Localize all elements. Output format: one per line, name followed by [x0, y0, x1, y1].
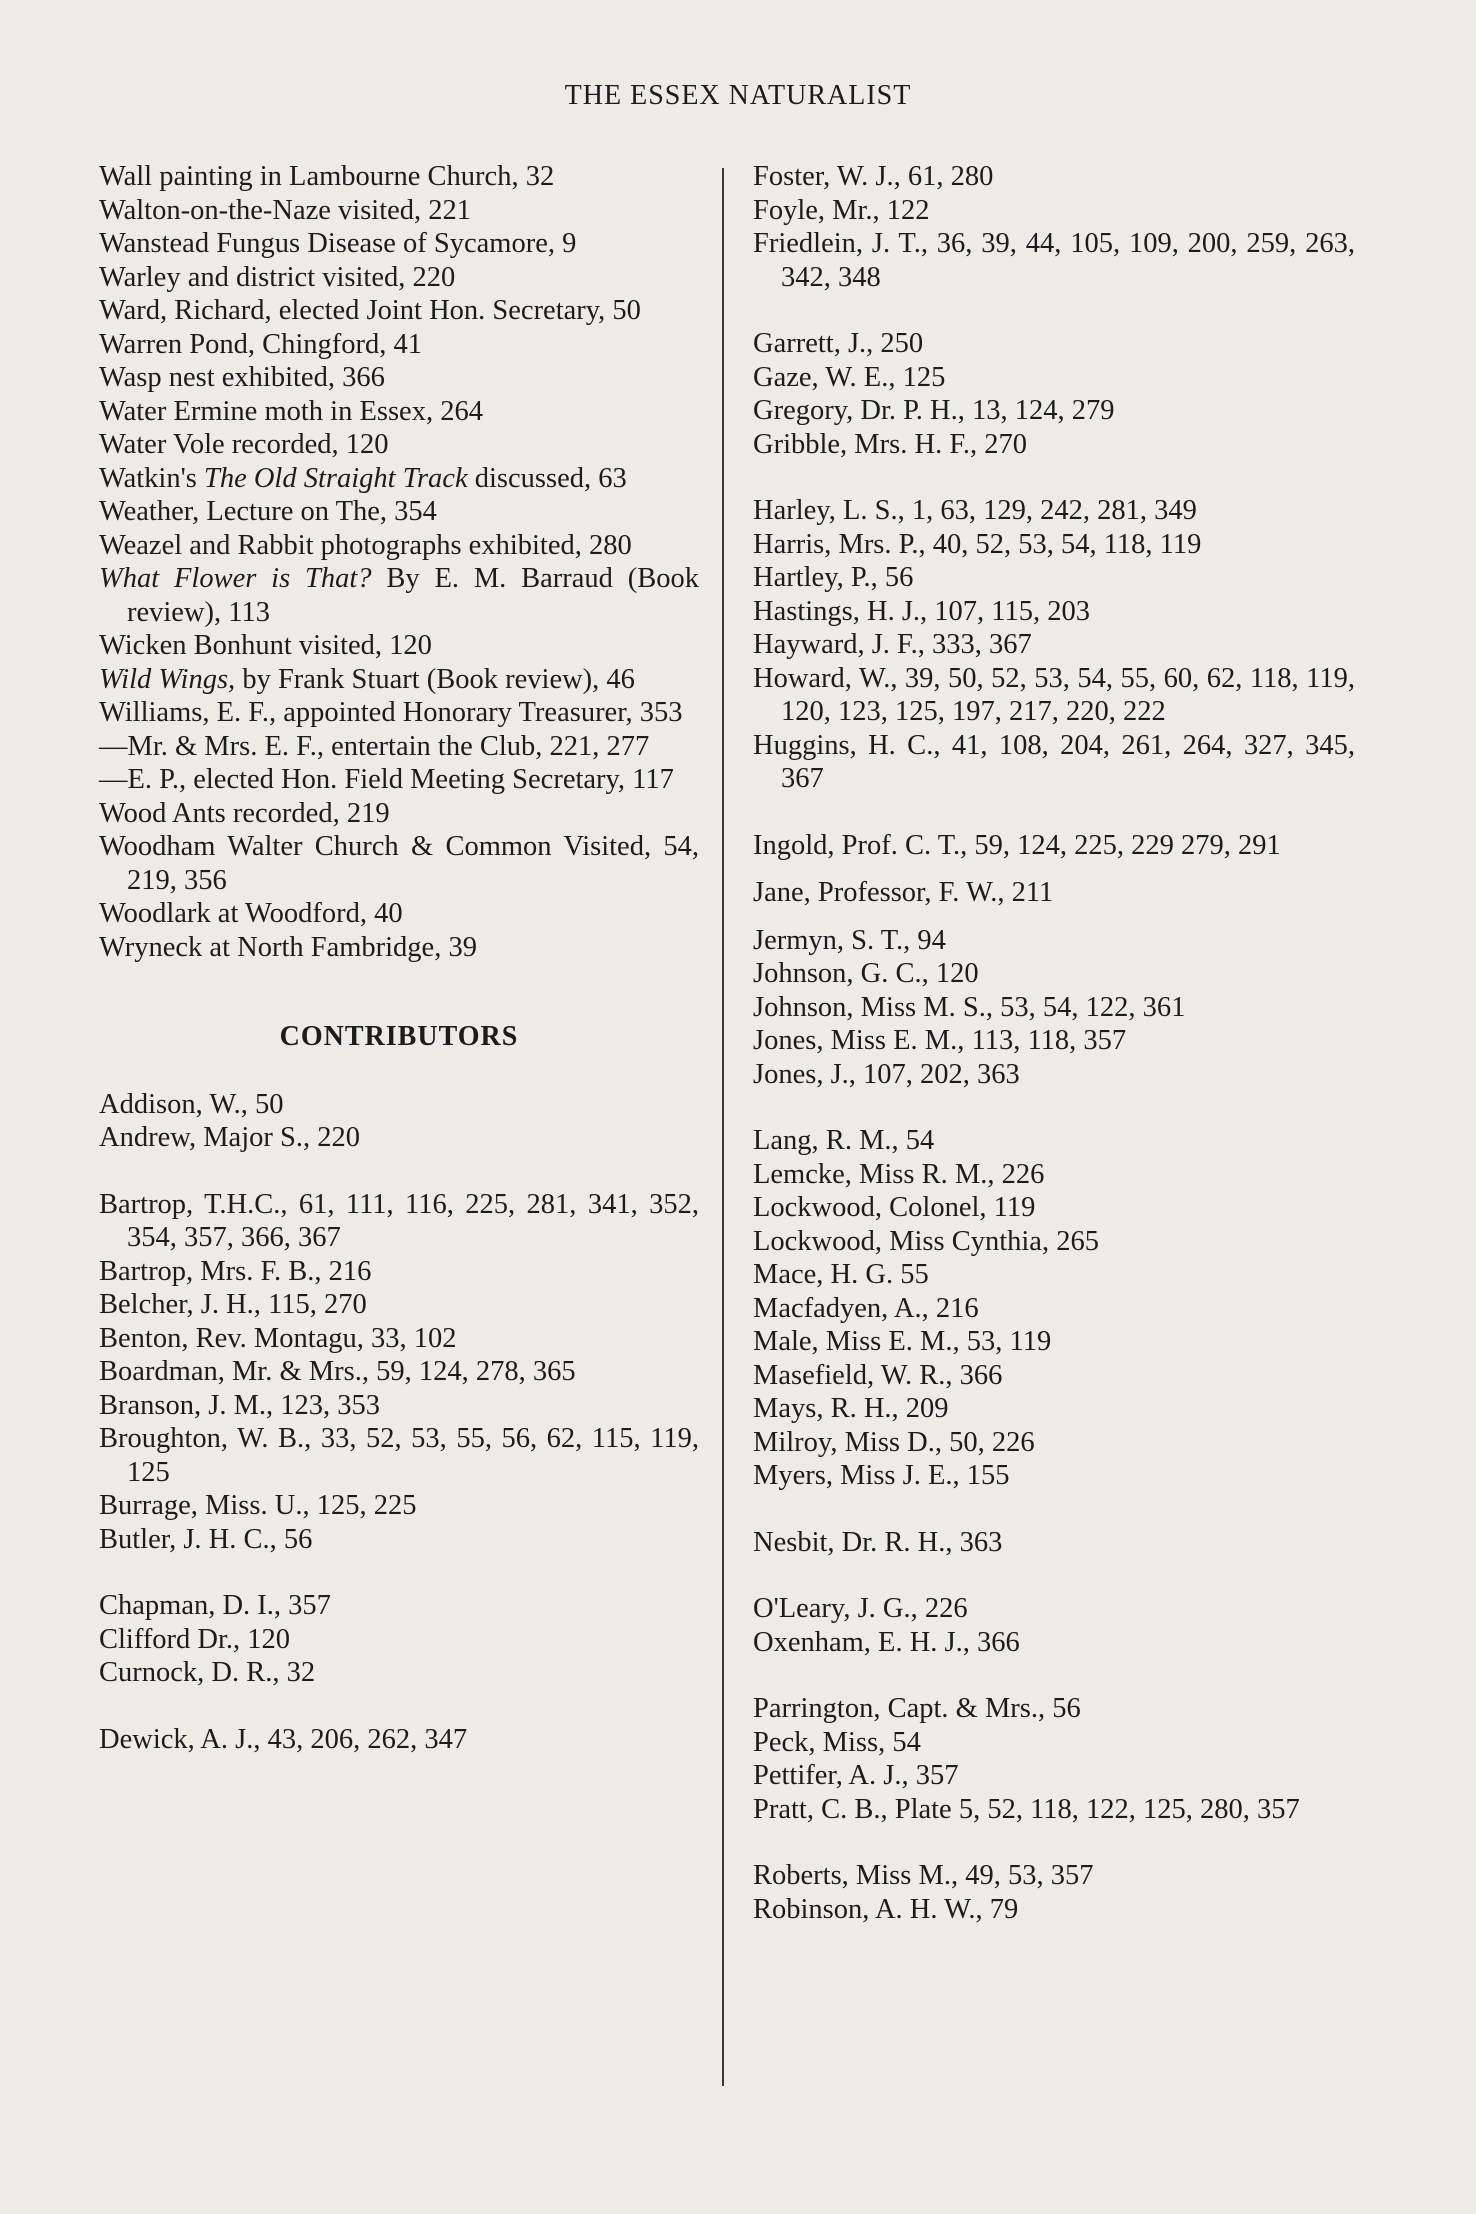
letter-gap — [753, 461, 1355, 494]
contributor-entry: Gribble, Mrs. H. F., 270 — [753, 428, 1028, 460]
entry-text: Watkin's — [99, 462, 204, 494]
contributor-entry: Dewick, A. J., 43, 206, 262, 347 — [99, 1723, 468, 1755]
contributor-entry: Mace, H. G. 55 — [753, 1259, 929, 1290]
contributor-entry: Andrew, Major S., 220 — [99, 1122, 360, 1153]
contributor-entry: Nesbit, Dr. R. H., 363 — [753, 1526, 1003, 1558]
contributor-entry: Jones, Miss E. M., 113, 118, 357 — [753, 1025, 1127, 1056]
contributor-entry: Pettifer, A. J., 357 — [753, 1760, 959, 1791]
contributor-entry: Chapman, D. I., 357 — [99, 1590, 331, 1621]
index-entry: Wryneck at North Fambridge, 39 — [99, 931, 477, 963]
contributor-entry: Ingold, Prof. C. T., 59, 124, 225, 229 279, 291 — [753, 829, 1281, 861]
contributor-entry: Roberts, Miss M., 49, 53, 357 — [753, 1860, 1094, 1891]
letter-gap — [753, 910, 1355, 924]
contributor-entry: Hastings, H. J., 107, 115, 203 — [753, 595, 1090, 627]
index-entry: Warley and district visited, 220 — [99, 261, 456, 293]
index-entry: Wall painting in Lambourne Church, 32 — [99, 161, 555, 192]
letter-gap — [753, 796, 1355, 829]
contributor-entry: Bartrop, T.H.C., 61, 111, 116, 225, 281, 341, 352, 354, 357, 366, 367 — [99, 1188, 699, 1253]
contributor-entry: Boardman, Mr. & Mrs., 59, 124, 278, 365 — [99, 1356, 576, 1387]
letter-gap — [753, 1559, 1355, 1592]
contributor-entry: Macfadyen, A., 216 — [753, 1292, 979, 1324]
index-entry: Wood Ants recorded, 219 — [99, 797, 390, 829]
index-entry: Wicken Bonhunt visited, 120 — [99, 630, 432, 661]
contributor-entry: Jane, Professor, F. W., 211 — [753, 877, 1054, 908]
contributor-entry: Huggins, H. C., 41, 108, 204, 261, 264, 327, 345, 367 — [753, 729, 1355, 794]
letter-gap — [753, 1826, 1355, 1859]
index-entry: Wasp nest exhibited, 366 — [99, 362, 385, 393]
book-title: Wild Wings, — [99, 663, 236, 695]
contributor-entry: Benton, Rev. Montagu, 33, 102 — [99, 1322, 457, 1354]
contributor-entry: Mays, R. H., 209 — [753, 1393, 949, 1424]
running-header: THE ESSEX NATURALIST — [564, 80, 912, 111]
contributor-entry: Lockwood, Colonel, 119 — [753, 1192, 1036, 1223]
contributor-entry: Lemcke, Miss R. M., 226 — [753, 1158, 1045, 1190]
contributor-entry: Addison, W., 50 — [99, 1088, 284, 1120]
entry-text: By E. M. Barraud (Book review), 113 — [127, 563, 700, 628]
contributor-entry: Johnson, Miss M. S., 53, 54, 122, 361 — [753, 991, 1186, 1023]
index-entry: Water Ermine moth in Essex, 264 — [99, 395, 483, 427]
index-entry: Water Vole recorded, 120 — [99, 429, 389, 460]
letter-gap — [753, 1493, 1355, 1526]
letter-gap — [99, 1155, 699, 1188]
letter-gap — [753, 1091, 1355, 1124]
letter-gap — [753, 294, 1355, 327]
contributor-entry: Burrage, Miss. U., 125, 225 — [99, 1490, 417, 1521]
index-entry: Woodlark at Woodford, 40 — [99, 898, 403, 929]
contributor-entry: Gaze, W. E., 125 — [753, 361, 946, 393]
index-entry: Weazel and Rabbit photographs exhibited, 280 — [99, 529, 632, 561]
contributor-entry: Hayward, J. F., 333, 367 — [753, 629, 1032, 660]
letter-gap — [99, 1690, 699, 1723]
contributor-entry: Harris, Mrs. P., 40, 52, 53, 54, 118, 119 — [753, 528, 1202, 560]
contributor-entry: Johnson, G. C., 120 — [753, 958, 979, 989]
letter-gap — [753, 1659, 1355, 1692]
contributor-entry: Butler, J. H. C., 56 — [99, 1523, 313, 1555]
index-entry — [99, 462, 699, 496]
index-entry: Wanstead Fungus Disease of Sycamore, 9 — [99, 228, 577, 259]
contributor-entry: Robinson, A. H. W., 79 — [753, 1893, 1019, 1925]
right-column — [753, 160, 1355, 1926]
contributor-entry: Pratt, C. B., Plate 5, 52, 118, 122, 125, 280, 357 — [753, 1793, 1300, 1825]
entry-text: by Frank Stuart (Book review), 46 — [235, 663, 635, 695]
index-entry: Warren Pond, Chingford, 41 — [99, 328, 423, 360]
contributor-entry: Male, Miss E. M., 53, 119 — [753, 1326, 1052, 1357]
contributor-entry: Masefield, W. R., 366 — [753, 1359, 1003, 1391]
contributor-entry: Howard, W., 39, 50, 52, 53, 54, 55, 60, 62, 118, 119, 120, 123, 125, 197, 217, 220, 222 — [753, 662, 1355, 727]
contributor-entry: Friedlein, J. T., 36, 39, 44, 105, 109, 200, 259, 263, 342, 348 — [753, 228, 1355, 293]
index-entry: —Mr. & Mrs. E. F., entertain the Club, 221, 277 — [99, 730, 650, 762]
contributor-entry: Myers, Miss J. E., 155 — [753, 1460, 1010, 1491]
contributor-entry: Belcher, J. H., 115, 270 — [99, 1289, 367, 1320]
contributor-entry: Gregory, Dr. P. H., 13, 124, 279 — [753, 395, 1115, 426]
index-entry — [99, 663, 699, 697]
contributors-heading: CONTRIBUTORS — [279, 1021, 519, 1052]
contributor-entry: Clifford Dr., 120 — [99, 1623, 291, 1655]
contributor-entry: Lockwood, Miss Cynthia, 265 — [753, 1225, 1099, 1257]
contributor-entry: Branson, J. M., 123, 353 — [99, 1389, 381, 1421]
letter-gap — [99, 1556, 699, 1589]
contributor-entry: Harley, L. S., 1, 63, 129, 242, 281, 349 — [753, 495, 1197, 526]
contributor-entry: Peck, Miss, 54 — [753, 1726, 921, 1758]
index-entry: Woodham Walter Church & Common Visited, 54, 219, 356 — [99, 831, 699, 896]
contributor-entry: Jermyn, S. T., 94 — [753, 924, 946, 956]
index-entry: Weather, Lecture on The, 354 — [99, 496, 437, 527]
index-entry — [99, 562, 699, 629]
index-entry: —E. P., elected Hon. Field Meeting Secretary, 117 — [99, 764, 674, 795]
index-entry: Williams, E. F., appointed Honorary Treasurer, 353 — [99, 697, 683, 728]
book-title: What Flower is That? — [99, 563, 372, 594]
contributor-entry: Lang, R. M., 54 — [753, 1125, 935, 1156]
contributor-entry: Oxenham, E. H. J., 366 — [753, 1626, 1020, 1658]
entry-text: discussed, 63 — [467, 462, 627, 494]
index-entry: Walton-on-the-Naze visited, 221 — [99, 194, 472, 226]
contributor-entry: Foyle, Mr., 122 — [753, 194, 930, 226]
column-divider — [722, 168, 724, 2086]
contributor-entry: Milroy, Miss D., 50, 226 — [753, 1426, 1035, 1458]
index-entry: Ward, Richard, elected Joint Hon. Secretary, 50 — [99, 295, 641, 326]
book-title: The Old Straight Track — [203, 462, 468, 494]
contributor-entry: Foster, W. J., 61, 280 — [753, 161, 994, 192]
letter-gap — [753, 862, 1355, 876]
contributor-entry: Broughton, W. B., 33, 52, 53, 55, 56, 62, 115, 119, 125 — [99, 1423, 699, 1488]
contributor-entry: Jones, J., 107, 202, 363 — [753, 1058, 1020, 1090]
contributor-entry: Parrington, Capt. & Mrs., 56 — [753, 1693, 1081, 1724]
contributor-entry: Curnock, D. R., 32 — [99, 1657, 316, 1688]
contributor-entry: O'Leary, J. G., 226 — [753, 1593, 968, 1624]
left-column — [99, 160, 699, 1756]
contributor-entry: Hartley, P., 56 — [753, 562, 914, 593]
contributor-entry: Garrett, J., 250 — [753, 328, 924, 359]
contributor-entry: Bartrop, Mrs. F. B., 216 — [99, 1255, 372, 1287]
